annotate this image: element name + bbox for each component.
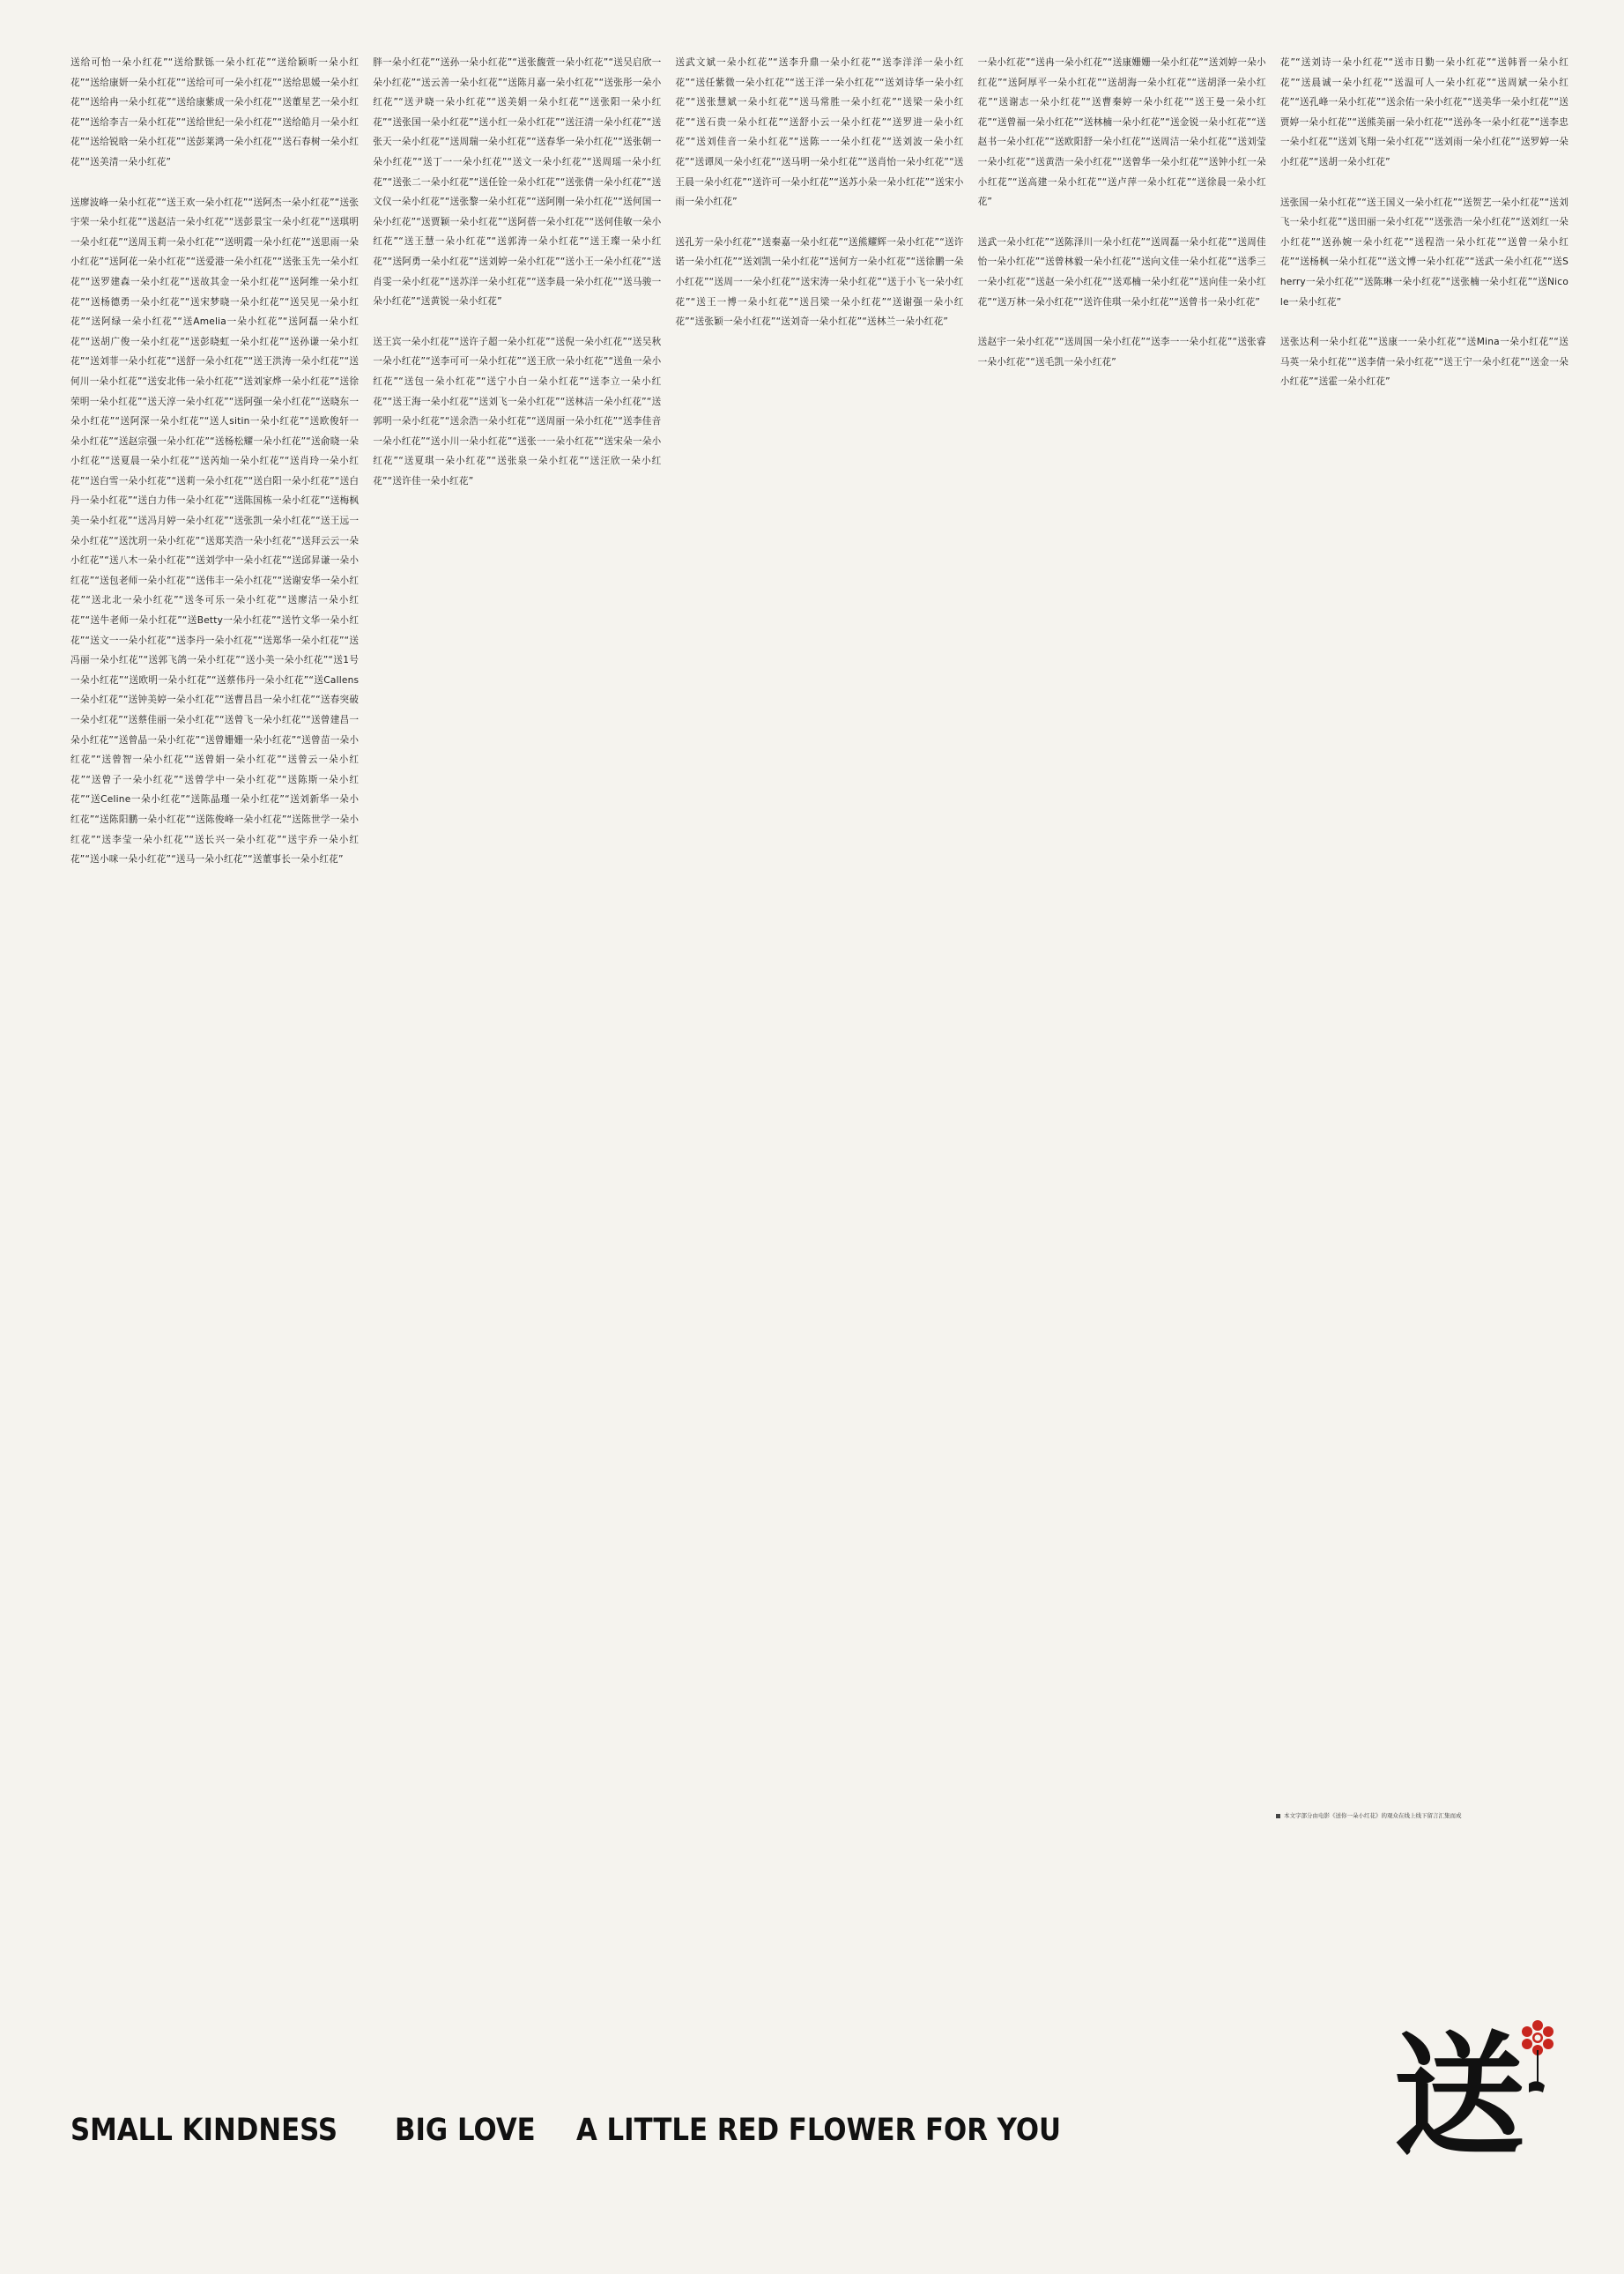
- logo-character: 送: [1393, 2020, 1526, 2159]
- slogan: [70, 2113, 1127, 2148]
- message-paragraph: 送武文斌一朵小红花”“送李升鼎一朵小红花”“送李洋洋一朵小红花”“送任紫微一朵小红花”“送王洋一朵小红花”“送刘诗华一朵小红花”“送张慧斌一朵小红花”“送马常胜一朵小红花”“送梁一朵小红花”“送石贵一朵小红花”“送舒小云一朵小红花”“送罗进一朵小红花”“送刘佳音一朵小红花”“送陈一一朵小红花”“送刘波一朵小红花”“送谭凤一朵小红花”“送马明一朵小红花”“送肖怡一朵小红花”“送王晨一朵小红花”“送许可一朵小红花”“送苏小朵一朵小红花”“送宋小雨一朵小红花”: [675, 57, 964, 208]
- slogan-part-3: A LITTLE RED FLOWER FOR YOU: [575, 2113, 1062, 2148]
- message-column-5: [1280, 53, 1568, 2071]
- message-paragraph: 送张国一朵小红花”“送王国义一朵小红花”“送贺艺一朵小红花”“送刘飞一朵小红花”“送田丽一朵小红花”“送张浩一朵小红花”“送刘红一朵小红花”“送孙婉一朵小红花”“送程浩一朵小红花”“送曾一朵小红花”“送杨枫一朵小红花”“送文博一朵小红花”“送武一朵小红花”“送Sherry一朵小红花”“送陈琳一朵小红花”“送张楠一朵小红花”“送Nicole一朵小红花”: [1279, 197, 1569, 308]
- message-paragraph: 送武一朵小红花”“送陈泽川一朵小红花”“送周磊一朵小红花”“送周佳怡一朵小红花”“送曾林毅一朵小红花”“送向文佳一朵小红花”“送季三一朵小红花”“送赵一朵小红花”“送邓楠一朵小红花”“送向佳一朵小红花”“送万林一朵小红花”“送许佳琪一朵小红花”“送曾书一朵小红花”: [977, 236, 1266, 308]
- song-logo: [1388, 2010, 1582, 2159]
- message-paragraph: 花”“送刘诗一朵小红花”“送市日勤一朵小红花”“送韩晋一朵小红花”“送晨诚一朵小红花”“送温可人一朵小红花”“送周斌一朵小红花”“送孔峰一朵小红花”“送余佑一朵小红花”“送美华一朵小红花”“送贾婷一朵小红花”“送熊美丽一朵小红花”“送孙冬一朵小红花”“送李忠一朵小红花”“送刘飞翔一朵小红花”“送刘雨一朵小红花”“送罗婷一朵小红花”“送胡一朵小红花”: [1279, 57, 1569, 167]
- message-paragraph: 送孔芳一朵小红花”“送秦嘉一朵小红花”“送熊耀辉一朵小红花”“送许诺一朵小红花”“送刘凯一朵小红花”“送何方一朵小红花”“送徐鹏一朵小红花”“送周一一朵小红花”“送宋涛一朵小红花”“送于小飞一朵小红花”“送王一博一朵小红花”“送吕梁一朵小红花”“送谢强一朵小红花”“送张颖一朵小红花”“送刘奇一朵小红花”“送林兰一朵小红花”: [675, 236, 964, 328]
- message-paragraph: 送廖波峰一朵小红花”“送王欢一朵小红花”“送阿杰一朵小红花”“送张宇荣一朵小红花”“送赵洁一朵小红花”“送彭景宝一朵小红花”“送琪明一朵小红花”“送周玉莉一朵小红花”“送明霞一朵小红花”“送思雨一朵小红花”“送阿花一朵小红花”“送爱港一朵小红花”“送张玉先一朵小红花”“送罗建森一朵小红花”“送故其金一朵小红花”“送阿维一朵小红花”“送杨德勇一朵小红花”“送宋梦晓一朵小红花”“送吴见一朵小红花”“送阿绿一朵小红花”“送Amelia一朵小红花”“送阿磊一朵小红花”“送胡广俊一朵小红花”“送彭晓虹一朵小红花”“送孙谦一朵小红花”“送刘菲一朵小红花”“送舒一朵小红花”“送王洪涛一朵小红花”“送何川一朵小红花”“送安北伟一朵小红花”“送刘家烨一朵小红花”“送徐荣明一朵小红花”“送天淳一朵小红花”“送阿强一朵小红花”“送晓东一朵小红花”“送阿深一朵小红花”“送人sitin一朵小红花”“送欧俊轩一朵小红花”“送赵宗强一朵小红花”“送杨松耀一朵小红花”“送俞晓一朵小红花”“送夏晨一朵小红花”“送芮灿一朵小红花”“送肖玲一朵小红花”“送白雪一朵小红花”“送莉一朵小红花”“送白阳一朵小红花”“送白丹一朵小红花”“送白力伟一朵小红花”“送陈国栋一朵小红花”“送梅枫美一朵小红花”“送冯月婷一朵小红花”“送张凯一朵小红花”“送王远一朵小红花”“送沈玥一朵小红花”“送郑芙浩一朵小红花”“送拜云云一朵小红花”“送八木一朵小红花”“送刘学中一朵小红花”“送邱昇谦一朵小红花”“送包老师一朵小红花”“送伟丰一朵小红花”“送谢安华一朵小红花”“送北北一朵小红花”“送冬可乐一朵小红花”“送廖洁一朵小红花”“送牛老师一朵小红花”“送Betty一朵小红花”“送竹文华一朵小红花”“送文一一朵小红花”“送李丹一朵小红花”“送郑华一朵小红花”“送冯丽一朵小红花”“送郭飞鸽一朵小红花”“送小美一朵小红花”“送1号一朵小红花”“送欧明一朵小红花”“送蔡伟丹一朵小红花”“送Callens一朵小红花”“送钟美婷一朵小红花”“送曹昌昌一朵小红花”“送春突破一朵小红花”“送蔡佳丽一朵小红花”“送曾飞一朵小红花”“送曾建昌一朵小红花”“送曾晶一朵小红花”“送曾姗姗一朵小红花”“送曾苗一朵小红花”“送曾智一朵小红花”“送曾娟一朵小红花”“送曾云一朵小红花”“送曾子一朵小红花”“送曾学中一朵小红花”“送陈斯一朵小红花”“送Celine一朵小红花”“送陈晶瑾一朵小红花”“送刘新华一朵小红花”“送陈阳鹏一朵小红花”“送陈俊峰一朵小红花”“送陈世学一朵小红花”“送李莹一朵小红花”“送长兴一朵小红花”“送宇乔一朵小红花”“送小咪一朵小红花”“送马一朵小红花”“送董事长一朵小红花”: [70, 197, 360, 866]
- message-paragraph: 送张达利一朵小红花”“送康一一朵小红花”“送Mina一朵小红花”“送马英一朵小红花”“送李倩一朵小红花”“送王宁一朵小红花”“送金一朵小红花”“送霍一朵小红花”: [1279, 337, 1569, 388]
- message-paragraph: 胖一朵小红花”“送孙一朵小红花”“送张馥萱一朵小红花”“送吴启欣一朵小红花”“送云善一朵小红花”“送陈月嘉一朵小红花”“送张彤一朵小红花”“送尹晓一朵小红花”“送美娟一朵小红花”“送张阳一朵小红花”“送张国一朵小红花”“送小红一朵小红花”“送汪清一朵小红花”“送张天一朵小红花”“送周瑞一朵小红花”“送春华一朵小红花”“送张朝一朵小红花”“送丁一一朵小红花”“送文一朵小红花”“送周瑶一朵小红花”“送张二一朵小红花”“送任铨一朵小红花”“送张倩一朵小红花”“送文仪一朵小红花”“送张黎一朵小红花”“送阿刚一朵小红花”“送何国一朵小红花”“送贾颖一朵小红花”“送阿蓓一朵小红花”“送何佳敏一朵小红花”“送王慧一朵小红花”“送郭涛一朵小红花”“送王璨一朵小红花”“送阿勇一朵小红花”“送刘婷一朵小红花”“送小王一朵小红花”“送肖雯一朵小红花”“送苏洋一朵小红花”“送李晨一朵小红花”“送马骏一朵小红花”“送黄锐一朵小红花”: [373, 57, 662, 308]
- footnote-text: 本文字部分由电影《送你一朵小红花》的观众在线上线下留言汇集而成: [1284, 1812, 1462, 1819]
- message-paragraph: 一朵小红花”“送冉一朵小红花”“送康姗姗一朵小红花”“送刘婷一朵小红花”“送阿厚平一朵小红花”“送胡海一朵小红花”“送胡泽一朵小红花”“送谢志一朵小红花”“送曹秦婷一朵小红花”“送王曼一朵小红花”“送曾福一朵小红花”“送林楠一朵小红花”“送金锐一朵小红花”“送赵书一朵小红花”“送欧阳舒一朵小红花”“送周洁一朵小红花”“送刘莹一朵小红花”“送黄浩一朵小红花”“送曾华一朵小红花”“送钟小红一朵小红花”“送高建一朵小红花”“送卢萍一朵小红花”“送徐晨一朵小红花”: [977, 57, 1266, 208]
- message-column-1: [70, 53, 359, 2071]
- footnote-bullet-icon: [1276, 1814, 1280, 1818]
- slogan-part-1: SMALL KINDNESS: [70, 2113, 338, 2148]
- message-column-2: [373, 53, 661, 2071]
- message-columns: [70, 53, 1568, 2071]
- message-paragraph: 送王宾一朵小红花”“送许子超一朵小红花”“送倪一朵小红花”“送吴秋一朵小红花”“送李可可一朵小红花”“送王欣一朵小红花”“送鱼一朵小红花”“送包一朵小红花”“送宁小白一朵小红花”“送李立一朵小红花”“送王海一朵小红花”“送刘飞一朵小红花”“送林洁一朵小红花”“送郭明一朵小红花”“送余浩一朵小红花”“送周丽一朵小红花”“送李佳音一朵小红花”“送小川一朵小红花”“送张一一朵小红花”“送宋朵一朵小红花”“送夏琪一朵小红花”“送张泉一朵小红花”“送汪欣一朵小红花”“送许佳一朵小红花”: [373, 336, 662, 487]
- message-paragraph: 送赵宇一朵小红花”“送周国一朵小红花”“送李一一朵小红花”“送张睿一朵小红花”“送毛凯一朵小红花”: [977, 337, 1266, 368]
- footnote: [1276, 1812, 1558, 1820]
- slogan-part-2: BIG LOVE: [395, 2113, 537, 2148]
- hand-icon: [1529, 2081, 1545, 2092]
- message-column-3: [675, 53, 963, 2071]
- message-paragraph: 送给可怡一朵小红花”“送给默铄一朵小红花”“送给颖昕一朵小红花”“送给康妍一朵小红花”“送给可可一朵小红花”“送给思媛一朵小红花”“送给冉一朵小红花”“送给康紫成一朵小红花”“送董星艺一朵小红花”“送给李吉一朵小红花”“送给世纪一朵小红花”“送给皓月一朵小红花”“送给锐晗一朵小红花”“送彭莱鸿一朵小红花”“送石春树一朵小红花”“送美清一朵小红花”: [70, 57, 360, 167]
- message-column-4: [978, 53, 1266, 2071]
